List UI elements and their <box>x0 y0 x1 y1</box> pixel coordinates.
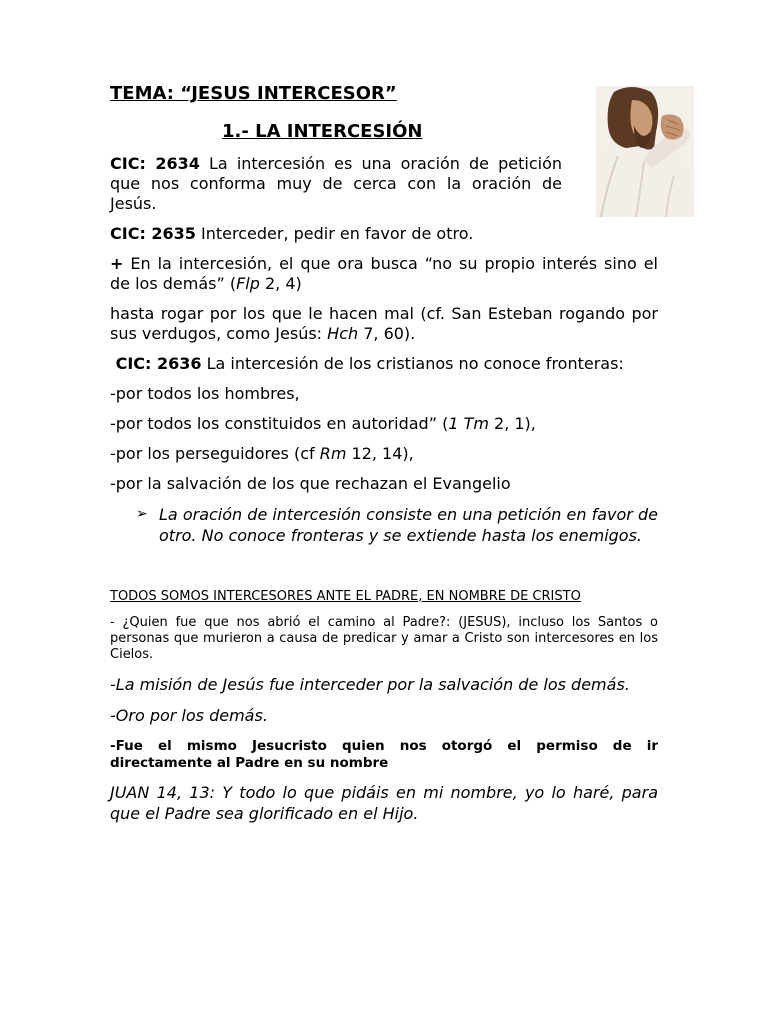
arrow-bullet-icon: ➢ <box>136 506 148 522</box>
paragraph-mision: -La misión de Jesús fue interceder por la salvación de los demás. <box>110 675 630 694</box>
plus-mark: + <box>110 254 124 273</box>
list-item: -por la salvación de los que rechazan el Evangelio <box>110 474 511 493</box>
paragraph-text: hasta rogar por los que le hacen mal (cf. San Esteban rogando por sus verdugos, como Jesús: <box>110 304 658 343</box>
cic-ref: CIC: 2635 <box>110 224 196 243</box>
paragraph-text: En la intercesión, el que ora busca “no su propio interés sino el de los demás” ( <box>110 254 658 293</box>
list-item: -por todos los hombres, <box>110 384 300 403</box>
paragraph-cic-2635 <box>110 224 658 244</box>
cic-ref: CIC: 2636 <box>110 354 202 373</box>
citation: Rm <box>319 444 347 463</box>
page-title: TEMA: “JESUS INTERCESOR” <box>110 83 397 104</box>
paragraph-small: - ¿Quien fue que nos abrió el camino al Padre?: (JESUS), incluso los Santos o personas que murieron a causa de predicar y amar a Cristo son intercesores en los Cielos. <box>110 615 658 662</box>
list-item <box>110 444 658 464</box>
citation: 1 Tm <box>448 414 489 433</box>
paragraph-cic-2634 <box>110 154 562 214</box>
citation: Hch <box>327 324 359 343</box>
list-text: 2, 1), <box>488 414 536 433</box>
paragraph-text: Interceder, pedir en favor de otro. <box>195 224 474 243</box>
list-text: -por los perseguidores (cf <box>110 444 320 463</box>
bullet-text: La oración de intercesión consiste en una petición en favor de otro. No conoce fronteras y se extiende hasta los enemigos. <box>159 505 658 545</box>
paragraph-permiso: -Fue el mismo Jesucristo quien nos otorgó el permiso de ir directamente al Padre en su nombre <box>110 738 658 771</box>
document-body <box>110 84 658 824</box>
cic-ref: CIC: 2634 <box>110 154 200 173</box>
section-title: 1.- LA INTERCESIÓN <box>222 121 423 142</box>
bullet-point <box>110 504 658 546</box>
paragraph-text: 2, 4) <box>259 274 302 293</box>
list-item <box>110 414 658 434</box>
citation: Flp <box>236 274 260 293</box>
paragraph-text: La intercesión es una oración de petición que nos conforma muy de cerca con la oración de Jesús. <box>110 154 562 213</box>
section-heading: TODOS SOMOS INTERCESORES ANTE EL PADRE, EN NOMBRE DE CRISTO <box>110 589 581 604</box>
paragraph-text: La intercesión de los cristianos no conoce fronteras: <box>201 354 624 373</box>
paragraph-rogar <box>110 304 658 344</box>
paragraph-text: 7, 60). <box>358 324 416 343</box>
bible-verse: JUAN 14, 13: Y todo lo que pidáis en mi nombre, yo lo haré, para que el Padre sea glorificado en el Hijo. <box>110 783 658 823</box>
paragraph-oro: -Oro por los demás. <box>110 706 268 725</box>
list-text: -por todos los constituidos en autoridad” ( <box>110 414 449 433</box>
list-text: 12, 14), <box>346 444 414 463</box>
paragraph-intercession <box>110 254 658 294</box>
paragraph-cic-2636 <box>110 354 658 374</box>
